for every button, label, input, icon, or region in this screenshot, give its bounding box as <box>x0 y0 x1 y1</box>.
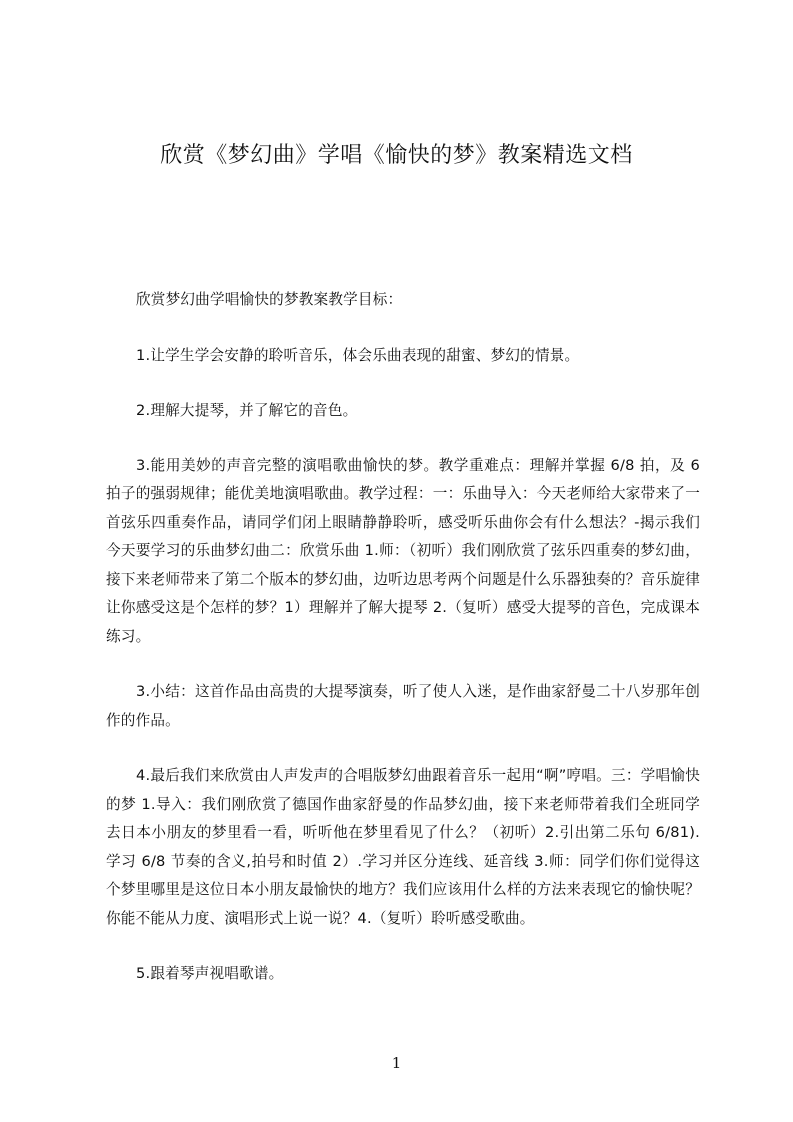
paragraph-objective-1: 1.让学生学会安静的聆听音乐，体会乐曲表现的甜蜜、梦幻的情景。 <box>136 346 580 364</box>
page-number: 1 <box>391 1054 402 1072</box>
document-title: 欣赏《梦幻曲》学唱《愉快的梦》教案精选文档 <box>160 143 633 168</box>
paragraph-objective-2: 2.理解大提琴，并了解它的音色。 <box>136 402 358 419</box>
document-body <box>106 286 700 989</box>
paragraph-sight-singing: 5.跟着琴声视唱歌谱。 <box>136 965 284 982</box>
paragraph-objective-3-process: 3.能用美妙的声音完整的演唱歌曲愉快的梦。教学重难点：理解并掌握 6/8 拍，及 6 拍子的强弱规律；能优美地演唱歌曲。教学过程：一：乐曲导入：今天老师给大家带来了一首弦乐四重奏作品，请同学们闭上眼睛静静聆听，感受听乐曲你会有什么想法？-揭示我们今天要学习的乐曲梦幻曲二：欣赏乐曲 1.师：（初听）我们刚欣赏了弦乐四重奏的梦幻曲，接下来老师带来了第二个版本的梦幻曲，边听边思考两个问题是什么乐器独奏的？音乐旋律让你感受这是个怎样的梦？1）理解并了解大提琴 2.（复听）感受大提琴的音色，完成课本练习。 <box>106 456 700 645</box>
paragraph-objectives-heading: 欣赏梦幻曲学唱愉快的梦教案教学目标： <box>136 291 403 308</box>
paragraph-singing: 4.最后我们来欣赏由人声发声的合唱版梦幻曲跟着音乐一起用“啊”哼唱。三：学唱愉快的梦 1.导入：我们刚欣赏了德国作曲家舒曼的作品梦幻曲，接下来老师带着我们全班同学去日本小朋友的梦里看一看，听听他在梦里看见了什么？（初听）2.引出第二乐句 6/81).学习 6/8 节奏的含义,拍号和时值 2）.学习并区分连线、延音线 3.师：同学们你们觉得这个梦里哪里是这位日本小朋友最愉快的地方？我们应该用什么样的方法来表现它的愉快呢？你能不能从力度、演唱形式上说一说？4.（复听）聆听感受歌曲。 <box>106 767 700 927</box>
paragraph-summary: 3.小结：这首作品由高贵的大提琴演奏，听了使人入迷，是作曲家舒曼二十八岁那年创作的作品。 <box>106 683 700 729</box>
